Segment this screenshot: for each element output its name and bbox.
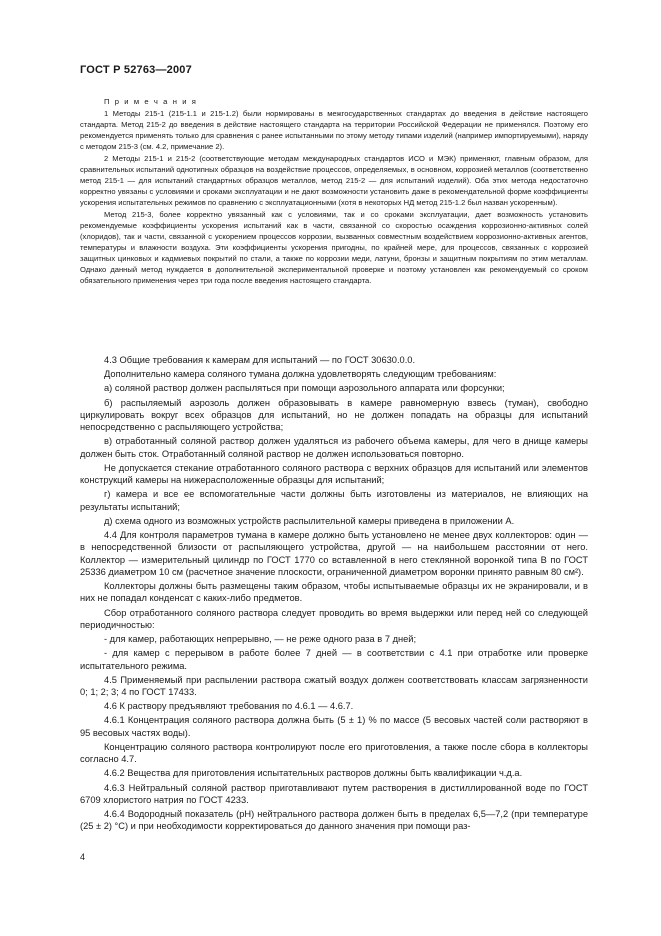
- body-paragraph: г) камера и все ее вспомогательные части должны быть изготовлены из материалов, не влияющих на результаты испытаний;: [80, 489, 588, 512]
- body-paragraph: Концентрацию соляного раствора контролируют после его приготовления, а также после сбора в коллекторы согласно 4.7.: [80, 741, 588, 765]
- body-paragraph: 4.6 К раствору предъявляют требования по 4.6.1 — 4.6.7.: [104, 701, 354, 712]
- notes-block: [80, 96, 588, 287]
- note-paragraph: 1 Методы 215-1 (215-1.1 и 215-1.2) были нормированы в межгосударственных стандартах до введения в действие настоящего стандарта. Метод 215-2 до введения в действие настоящего стандарта на территории Российской Федерации не применялся. Поэтому его рекомендуется применять только для сравнения с ранее испытанными по этому методу типами изделий (например импортируемыми), наряду с методом 215-3 (см. 4.2, примечание 2).: [80, 109, 588, 151]
- page-number: 4: [80, 852, 86, 862]
- body-paragraph: 4.5 Применяемый при распылении раствора сжатый воздух должен соответствовать классам загрязненности 0; 1; 2; 3; 4 по ГОСТ 17433.: [80, 674, 588, 697]
- main-text: [80, 354, 588, 835]
- body-paragraph: - для камер, работающих непрерывно, — не реже одного раза в 7 дней;: [104, 634, 417, 645]
- body-paragraph: 4.6.2 Вещества для приготовления испытательных растворов должны быть квалификации ч.д.а.: [104, 768, 523, 779]
- body-paragraph: д) схема одного из возможных устройств распылительной камеры приведена в приложении А.: [104, 515, 515, 526]
- note-paragraph: Метод 215-3, более корректно увязанный как с условиями, так и со сроками эксплуатации, дает возможность установить рекомендуемые коэффициенты ускорения испытаний как в части, связанной со скоростью осаждения коррозионно-активных солей (хлоридов), так и части, связанной с ускорением процессов коррозии, вызванных совместным воздействием коррозионно-активных агентов, температуры и влажности воздуха. Эти коэффициенты ускорения пригодны, по крайней мере, для процессов, связанных с коррозией защитных цинковых и кадмиевых покрытий по стали, а также по коррозии меди, латуни, бронзы и защитным покрытиям по этим металлам. Однако данный метод нуждается в дополнительной экспериментальной проверке и поэтому установлен как рекомендуемый со сроком обязательного применения через три года после введения настоящего стандарта.: [80, 210, 588, 285]
- body-paragraph: а) соляной раствор должен распыляться при помощи аэрозольного аппарата или форсунки;: [104, 383, 505, 394]
- body-paragraph: Сбор отработанного соляного раствора следует проводить во время выдержки или перед ней со следующей периодичностью:: [80, 607, 588, 630]
- body-paragraph: - для камер с перерывом в работе более 7 дней — в соответствии с 4.1 при отработке или проверке испытательного режима.: [80, 648, 588, 671]
- body-paragraph: Не допускается стекание отработанного соляного раствора с верхних образцов для испытаний или элементов конструкций камеры на нижерасположенные образцы для испытаний;: [80, 462, 588, 486]
- body-paragraph: 4.6.1 Концентрация соляного раствора должна быть (5 ± 1) % по массе (5 весовых частей соли растворяют в 95 весовых частях воды).: [80, 715, 588, 738]
- body-paragraph: Коллекторы должны быть размещены таким образом, чтобы испытываемые образцы их не экранировали, и в них не попадал конденсат с каких-либо предметов.: [80, 581, 588, 604]
- body-paragraph: в) отработанный соляной раствор должен удаляться из рабочего объема камеры, для чего в днище камеры должен быть сток. Отработанный соляной раствор не должен использоваться повторно.: [80, 436, 588, 459]
- body-paragraph: 4.4 Для контроля параметров тумана в камере должно быть установлено не менее двух коллекторов: один — в непосредственной близости от распыляющего устройства, другой — на наибольшем расстоянии от него. Коллектор — измерительный цилиндр по ГОСТ 1770 со вставленной в него стеклянной воронкой типа В по ГОСТ 25336 диаметром 10 см (расчетное значение плоскости, ограниченной диаметром воронки принято равным 80 см²).: [80, 529, 588, 577]
- body-paragraph: б) распыляемый аэрозоль должен образовывать в камере равномерную взвесь (туман), свободно циркулировать вокруг всех образцов для испытаний, но не должен попадать на образцы для испытаний непосредственно с распыляющего устройства;: [80, 397, 588, 433]
- note-paragraph: 2 Методы 215-1 и 215-2 (соответствующие методам международных стандартов ИСО и МЭК) применяют, главным образом, для сравнительных испытаний однотипных образцов на воздействие процессов, определяемых, в основном, коррозией металлов (соответственно метод 215-1 — для испытаний стандартных образцов металлов, метод 215-2 — для испытаний изделий). Оба этих метода недостаточно корректно увязаны с условиями и сроками эксплуатации и не дают возможности установить даже в рекомендательной форме коэффициенты ускорения испытательных режимов по сравнению с эксплуатационными (хотя в некоторых НД метод 215-1.2 был назван ускоренным).: [80, 154, 588, 207]
- document-header: ГОСТ Р 52763—2007: [80, 64, 192, 76]
- body-paragraph: 4.3 Общие требования к камерам для испытаний — по ГОСТ 30630.0.0.: [104, 355, 416, 365]
- body-paragraph: 4.6.3 Нейтральный соляной раствор приготавливают путем растворения в дистиллированной воде по ГОСТ 6709 хлористого натрия по ГОСТ 4233.: [80, 782, 588, 805]
- body-paragraph: Дополнительно камера соляного тумана должна удовлетворять следующим требованиям:: [104, 369, 497, 380]
- body-paragraph: 4.6.4 Водородный показатель (рН) нейтрального раствора должен быть в пределах 6,5—7,2 (при температуре (25 ± 2) °С) и при необходимости корректироваться до данного значения при помощи раз-: [80, 809, 588, 832]
- notes-heading: П р и м е ч а н и я: [104, 97, 198, 106]
